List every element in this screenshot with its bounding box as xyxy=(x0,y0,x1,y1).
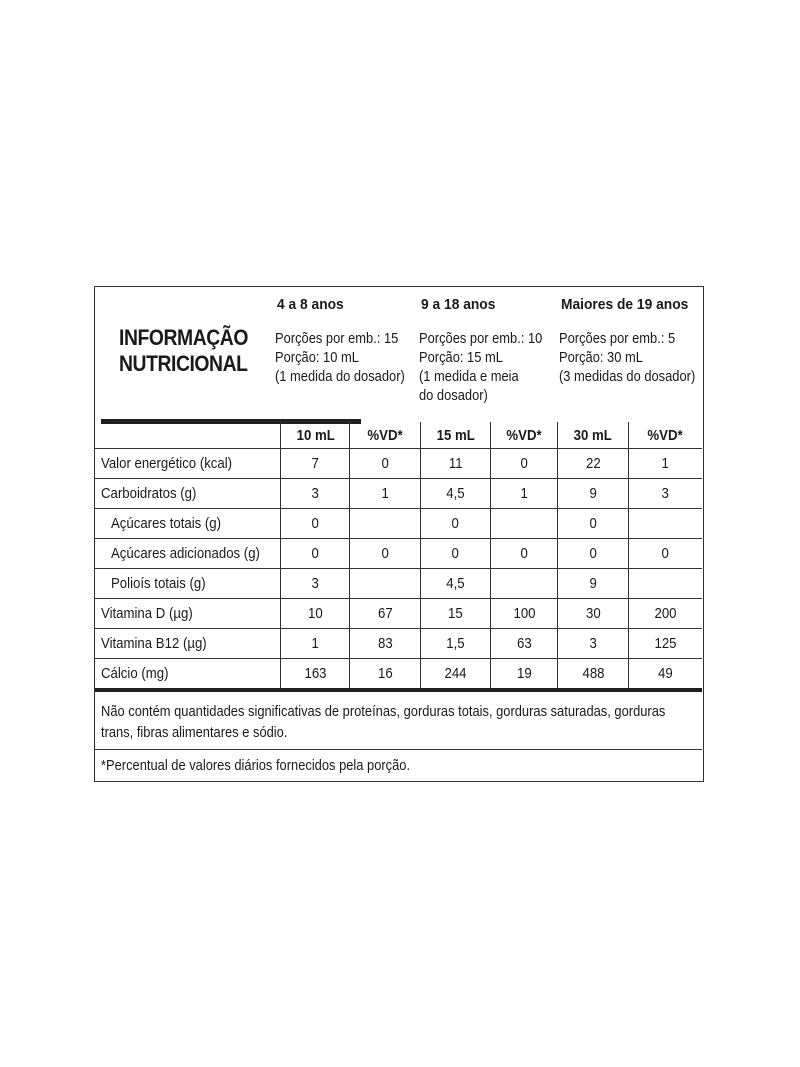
value-cell: 1 xyxy=(491,479,558,509)
value-cell: 0 xyxy=(350,539,421,569)
col-header-vd: %VD* xyxy=(491,422,558,449)
value-cell: 16 xyxy=(350,659,421,691)
value-cell: 49 xyxy=(629,659,703,691)
value-cell: 488 xyxy=(558,659,629,691)
value-cell: 9 xyxy=(558,569,629,599)
value-cell: 1 xyxy=(629,449,703,479)
table-header-row xyxy=(95,422,702,449)
col-header-vd: %VD* xyxy=(629,422,703,449)
nutrient-name: Açúcares totais (g) xyxy=(95,509,281,539)
nutrition-facts-label xyxy=(94,286,704,782)
value-cell: 1,5 xyxy=(420,629,491,659)
table-row xyxy=(95,509,702,539)
value-cell: 10 xyxy=(281,599,350,629)
table-row xyxy=(95,569,702,599)
value-cell: 100 xyxy=(491,599,558,629)
group-title: Maiores de 19 anos xyxy=(561,296,689,313)
value-cell: 22 xyxy=(558,449,629,479)
col-header-portion: 15 mL xyxy=(420,422,491,449)
value-cell: 11 xyxy=(420,449,491,479)
nutrient-name: Cálcio (mg) xyxy=(95,659,281,691)
value-cell: 163 xyxy=(281,659,350,691)
nutrition-table xyxy=(95,422,702,692)
value-cell: 244 xyxy=(420,659,491,691)
value-cell: 0 xyxy=(420,509,491,539)
nutrient-name: Vitamina D (µg) xyxy=(95,599,281,629)
value-cell: 4,5 xyxy=(420,479,491,509)
value-cell: 15 xyxy=(420,599,491,629)
value-cell: 0 xyxy=(491,539,558,569)
col-header-portion: 10 mL xyxy=(281,422,350,449)
footnote-divider xyxy=(95,749,702,750)
value-cell xyxy=(629,569,703,599)
value-cell: 9 xyxy=(558,479,629,509)
value-cell xyxy=(350,509,421,539)
col-header-portion: 30 mL xyxy=(558,422,629,449)
value-cell: 0 xyxy=(558,539,629,569)
value-cell: 4,5 xyxy=(420,569,491,599)
table-row xyxy=(95,599,702,629)
footnote-daily-values: *Percentual de valores diários fornecidos pela porção. xyxy=(101,757,411,774)
nutrient-name: Vitamina B12 (µg) xyxy=(95,629,281,659)
value-cell xyxy=(629,509,703,539)
value-cell: 0 xyxy=(491,449,558,479)
value-cell: 0 xyxy=(281,509,350,539)
group-title: 9 a 18 anos xyxy=(421,296,496,313)
value-cell: 83 xyxy=(350,629,421,659)
table-row xyxy=(95,659,702,691)
nutrient-name: Carboidratos (g) xyxy=(95,479,281,509)
value-cell: 7 xyxy=(281,449,350,479)
table-row xyxy=(95,479,702,509)
value-cell: 3 xyxy=(558,629,629,659)
value-cell: 3 xyxy=(281,479,350,509)
value-cell: 3 xyxy=(281,569,350,599)
value-cell: 0 xyxy=(629,539,703,569)
table-row xyxy=(95,539,702,569)
value-cell xyxy=(491,509,558,539)
value-cell xyxy=(491,569,558,599)
label-title: INFORMAÇÃO NUTRICIONAL xyxy=(119,325,248,376)
value-cell: 125 xyxy=(629,629,703,659)
value-cell: 1 xyxy=(350,479,421,509)
value-cell: 63 xyxy=(491,629,558,659)
value-cell: 30 xyxy=(558,599,629,629)
col-header-vd: %VD* xyxy=(350,422,421,449)
value-cell: 19 xyxy=(491,659,558,691)
value-cell: 200 xyxy=(629,599,703,629)
nutrient-name: Valor energético (kcal) xyxy=(95,449,281,479)
nutrient-name: Açúcares adicionados (g) xyxy=(95,539,281,569)
value-cell: 1 xyxy=(281,629,350,659)
group-portion-info: Porções por emb.: 5 Porção: 30 mL (3 medidas do dosador) xyxy=(559,330,696,385)
group-portion-info: Porções por emb.: 15 Porção: 10 mL (1 medida do dosador) xyxy=(275,330,405,385)
value-cell: 0 xyxy=(420,539,491,569)
value-cell: 0 xyxy=(558,509,629,539)
value-cell: 0 xyxy=(350,449,421,479)
group-title: 4 a 8 anos xyxy=(277,296,344,313)
table-row xyxy=(95,629,702,659)
footnote-not-significant: Não contém quantidades significativas de proteínas, gorduras totais, gorduras saturadas, gorduras trans, fibras alimentares e sódio. xyxy=(101,703,666,741)
value-cell: 3 xyxy=(629,479,703,509)
nutrient-name: Polioís totais (g) xyxy=(95,569,281,599)
table-row xyxy=(95,449,702,479)
value-cell: 67 xyxy=(350,599,421,629)
group-portion-info: Porções por emb.: 10 Porção: 15 mL (1 medida e meia do dosador) xyxy=(419,330,543,404)
value-cell xyxy=(350,569,421,599)
value-cell: 0 xyxy=(281,539,350,569)
